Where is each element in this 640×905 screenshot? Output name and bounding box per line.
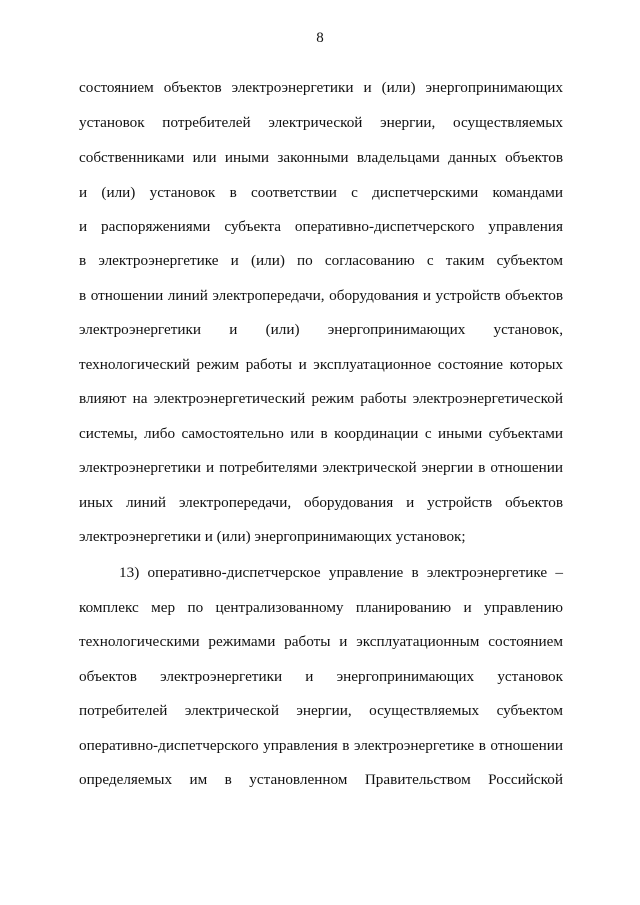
paragraph-1-line-13: иных линий электропередачи, оборудования и устройств объектов [79,494,563,511]
paragraph-1-line-12: электроэнергетики и потребителями электрической энергии в отношении [79,459,563,476]
paragraph-1-line-14: электроэнергетики и (или) энергопринимающих установок; [79,528,466,545]
paragraph-2-line-4: объектов электроэнергетики и энергопринимающих установок [79,668,563,685]
paragraph-2-line-1: 13) оперативно-диспетчерское управление в электроэнергетике – [119,564,563,581]
paragraph-2-line-5: потребителей электрической энергии, осуществляемых субъектом [79,702,563,719]
paragraph-1-line-3: собственниками или иными законными владельцами данных объектов [79,149,563,166]
paragraph-1-line-11: системы, либо самостоятельно или в координации с иными субъектами [79,425,563,442]
paragraph-1-line-6: в электроэнергетике и (или) по согласованию с таким субъектом [79,252,563,269]
paragraph-1-line-5: и распоряжениями субъекта оперативно-диспетчерского управления [79,218,563,235]
paragraph-1-line-9: технологический режим работы и эксплуатационное состояние которых [79,356,563,373]
paragraph-2-line-6: оперативно-диспетчерского управления в электроэнергетике в отношении [79,737,563,754]
paragraph-1-line-2: установок потребителей электрической энергии, осуществляемых [79,114,563,131]
paragraph-1-line-8: электроэнергетики и (или) энергопринимающих установок, [79,321,563,338]
paragraph-2-line-7: определяемых им в установленном Правительством Российской [79,771,563,788]
paragraph-1-line-4: и (или) установок в соответствии с диспетчерскими командами [79,184,563,201]
paragraph-2-line-3: технологическими режимами работы и эксплуатационным состоянием [79,633,563,650]
paragraph-2-line-2: комплекс мер по централизованному планированию и управлению [79,599,563,616]
page-number: 8 [316,30,324,46]
paragraph-1-line-10: влияют на электроэнергетический режим работы электроэнергетической [79,390,563,407]
paragraph-1-line-7: в отношении линий электропередачи, оборудования и устройств объектов [79,287,563,304]
paragraph-1-line-1: состоянием объектов электроэнергетики и (или) энергопринимающих [79,79,563,96]
